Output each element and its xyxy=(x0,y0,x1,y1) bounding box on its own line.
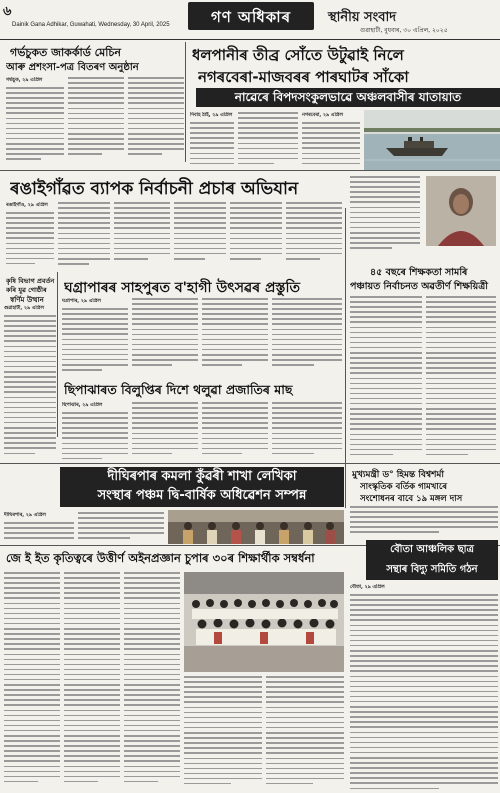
article-body: বৌতা, ২৯ এপ্ৰিল xyxy=(350,584,498,789)
row-rule xyxy=(0,463,500,464)
article-body xyxy=(350,506,498,538)
article-body xyxy=(184,676,262,790)
headline-election-campaign: ৰঙাইগাঁৱত ব্যাপক নিৰ্বাচনী প্ৰচাৰ অভিযান xyxy=(10,179,299,199)
headline-native-fish: ছিপাঝাৰত বিলুপ্তিৰ দিশে থলুৱা প্ৰজাতিৰ মাছ xyxy=(64,382,293,397)
article-body: নগৰবেৰা, ২৯ এপ্ৰিল xyxy=(302,112,360,167)
newspaper-logo xyxy=(188,2,314,30)
article-body xyxy=(350,176,420,256)
date-line: গুৱাহাটী, বুধবাৰ, ৩০ এপ্ৰিল, ২০২৫ xyxy=(360,27,448,34)
headline-bridge-washed-2: নগৰবেৰা-মাজবৰৰ পাৰঘাটৰ সাঁকো xyxy=(198,68,409,86)
teacher-portrait-photo xyxy=(426,176,496,246)
students-group-photo xyxy=(184,572,344,672)
article-body: দীঘিৰপাৰ, ২৯ এপ্ৰিল xyxy=(4,512,74,542)
article-body: গুৱাহাটী, ২৯ এপ্ৰিল xyxy=(4,305,56,460)
article-body xyxy=(286,202,342,262)
headline-teacher-contest-2: পঞ্চায়ত নিৰ্বাচনত অৱতীৰ্ণ শিক্ষয়িত্ৰী xyxy=(350,281,488,292)
masthead xyxy=(0,0,500,40)
article-body xyxy=(4,572,60,790)
article-body xyxy=(174,202,226,262)
headline-cm-tribute: মুখ্যমন্ত্ৰী ড° হিমন্ত বিশ্বশৰ্মা xyxy=(352,470,445,480)
logo-text: গণ অধিকাৰ xyxy=(210,8,292,26)
headline-youth-group-3: স্বৰ্ণিম উত্থান xyxy=(10,296,44,304)
conference-photo xyxy=(168,510,344,544)
column-rule xyxy=(57,272,58,437)
article-body xyxy=(202,298,268,373)
article-body xyxy=(272,298,342,373)
headline-bridge-washed: ধলপানীৰ তীব্ৰ সোঁতে উটুৱাই নিলে xyxy=(192,46,404,64)
article-body xyxy=(272,402,342,460)
river-ferry-photo xyxy=(364,110,500,170)
headline-bihu-festival: ঘগ্ৰাপাৰৰ সাহপুৰত ব'হাগী উৎসৱৰ প্ৰস্তুতি xyxy=(64,280,300,296)
article-body xyxy=(132,402,198,460)
headline-cm-tribute-3: সংশোধনৰ বাবে ১৯ মঙ্গল দাস xyxy=(360,494,463,504)
article-body xyxy=(238,112,298,167)
article-body xyxy=(114,202,170,262)
article-body: ছিপাঝাৰ, ২৯ এপ্ৰিল xyxy=(62,402,128,460)
headline-jee-felicitation: জে ই ইত কৃতিত্বৰে উত্তীৰ্ণ অইনপ্ৰজ্ঞান চুপাৰ ৩০ৰ শিক্ষাৰ্থীক সম্বৰ্ধনা xyxy=(6,551,315,565)
headline-cm-tribute-2: সাংস্কৃতিক বৰ্তিক গামখাৰে xyxy=(360,482,448,492)
column-rule xyxy=(185,42,186,162)
article-body xyxy=(128,77,184,165)
article-body xyxy=(64,572,120,790)
page-number: ৬ xyxy=(3,4,12,19)
banner-writers-conference: দীঘিৰপাৰ কমলা কুঁৱৰী শাখা লেখিকা সংস্থাৰ পঞ্চম দ্বি-বাৰ্ষিক অধিৱেশন সম্পন্ন xyxy=(60,467,344,507)
article-body xyxy=(202,402,268,460)
article-body: গৰ্ভচুক, ২৯ এপ্ৰিল xyxy=(6,77,64,165)
headline-machine-distribution: গৰ্ভচুকত জাকৰ্কাৰ্ড মেচিন xyxy=(10,46,121,59)
article-body: ৰঙাইগাঁও, ২৯ এপ্ৰিল xyxy=(6,202,54,268)
banner-student-union: বৌতা আঞ্চলিক ছাত্ৰ সন্থাৰ বিদ্যু সমিতি গঠন xyxy=(366,540,498,580)
publication-line: Dainik Gana Adhikar, Guwahati, Wednesday, 30 April, 2025 xyxy=(12,22,170,28)
article-body xyxy=(426,296,496,464)
article-body xyxy=(350,296,422,464)
banner-boat-travel: নাৱেৰে বিপদসংকুলভাৱে অঞ্চলবাসীৰ যাতায়াত xyxy=(196,88,500,107)
headline-youth-group-2: কৰি যুৱ গোষ্ঠীৰ xyxy=(6,286,47,294)
headline-machine-distribution-2: আৰু প্ৰশংসা-পত্ৰ বিতৰণ অনুষ্ঠান xyxy=(6,62,139,73)
article-body xyxy=(266,676,344,790)
headline-youth-group: কৃষি বিভাগ প্ৰবৰ্তন xyxy=(6,277,55,285)
article-body xyxy=(68,77,124,165)
article-body xyxy=(132,298,198,373)
headline-teacher-contest: ৪৫ বছৰে শিক্ষকতা সামৰি xyxy=(370,267,468,278)
article-body xyxy=(230,202,282,262)
article-body xyxy=(78,512,164,542)
article-body xyxy=(124,572,180,790)
section-title: স্থানীয় সংবাদ xyxy=(328,10,397,25)
article-body xyxy=(58,202,110,268)
row-rule xyxy=(0,170,500,171)
article-body: ঘগ্ৰাপাৰ, ২৯ এপ্ৰিল xyxy=(62,298,128,373)
article-body: দিবাহ ঠাই, ২৯ এপ্ৰিল xyxy=(190,112,234,167)
